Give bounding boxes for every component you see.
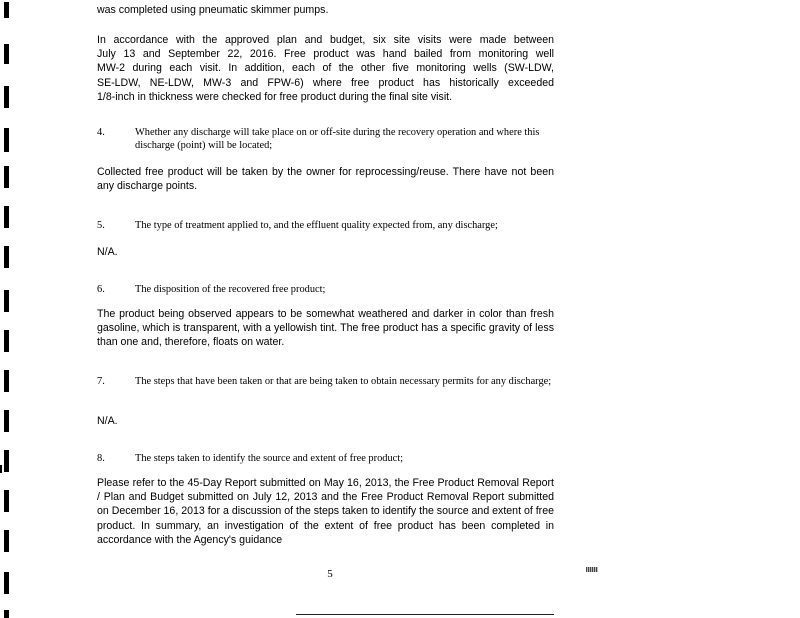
paragraph-line: 1/8-inch in thickness were checked for free product during the final site visit. (97, 90, 453, 103)
binder-mark (4, 330, 9, 352)
item-number: 6. (97, 284, 105, 295)
binder-mark (4, 572, 9, 594)
item-question-text: The type of treatment applied to, and the effluent quality expected from, any discharge; (135, 220, 498, 231)
page-number: 5 (327, 568, 333, 580)
paragraph-line: July 13 and September 22, 2016. Free product was hand bailed from monitoring well (97, 48, 554, 61)
scan-stamp-mark (586, 567, 598, 572)
item-number: 4. (97, 127, 105, 138)
binder-mark (4, 530, 9, 552)
scan-artifact (0, 465, 2, 473)
binder-mark (4, 86, 9, 108)
bottom-rule (296, 614, 554, 615)
item-6-answer: The product being observed appears to be somewhat weathered and darker in color than fresh gasoline, which is transparent, with a yellowish tint. The free product has a specific gravity of less than one and, therefore, floats on water. (97, 308, 554, 349)
item-number: 5. (97, 220, 105, 231)
binder-mark (4, 128, 9, 152)
paragraph-line: MW-2 during each visit. In addition, each of the other five monitoring wells (SW-LDW, (97, 62, 554, 75)
binder-mark (4, 44, 9, 64)
binder-mark (4, 490, 9, 512)
binder-mark (4, 370, 9, 392)
item-question-text: The steps taken to identify the source and extent of free product; (135, 453, 404, 464)
binder-mark (4, 290, 9, 312)
top-fragment-text: was completed using pneumatic skimmer pumps. (97, 4, 329, 16)
paragraph-line: SE-LDW, NE-LDW, MW-3 and FPW-6) where free product has historically exceeded (97, 76, 554, 89)
site-visits-paragraph (97, 33, 554, 104)
binder-mark (4, 610, 9, 618)
item-5-answer: N/A. (97, 246, 118, 258)
item-8-answer: Please refer to the 45-Day Report submitted on May 16, 2013, the Free Product Removal Report / Plan and Budget submitted on July 12, 2013 and the Free Product Removal Report submitted on December 16, 2013 for a discussion of the steps taken to identify the source and extent of free product. In summary, an investigation of the extent of free product has been completed in accordance with the Agency's guidance (97, 477, 554, 546)
item-question-text: The disposition of the recovered free product; (135, 284, 326, 295)
item-number: 7. (97, 376, 105, 387)
paragraph-line: In accordance with the approved plan and budget, six site visits were made between (97, 34, 554, 46)
binder-mark (4, 206, 9, 228)
item-number: 8. (97, 453, 105, 464)
item-question-text: The steps that have been taken or that are being taken to obtain necessary permits for any discharge; (135, 376, 552, 387)
binder-mark (4, 410, 9, 432)
item-question-text: Whether any discharge will take place on or off-site during the recovery operation and where this discharge (point) will be located; (135, 127, 540, 151)
binder-mark (4, 2, 9, 18)
binder-mark (4, 450, 9, 472)
item-7-answer: N/A. (97, 415, 118, 427)
item-4-answer: Collected free product will be taken by the owner for reprocessing/reuse. There have not been any discharge points. (97, 166, 554, 193)
binder-mark (4, 166, 9, 188)
binder-mark (4, 246, 9, 268)
